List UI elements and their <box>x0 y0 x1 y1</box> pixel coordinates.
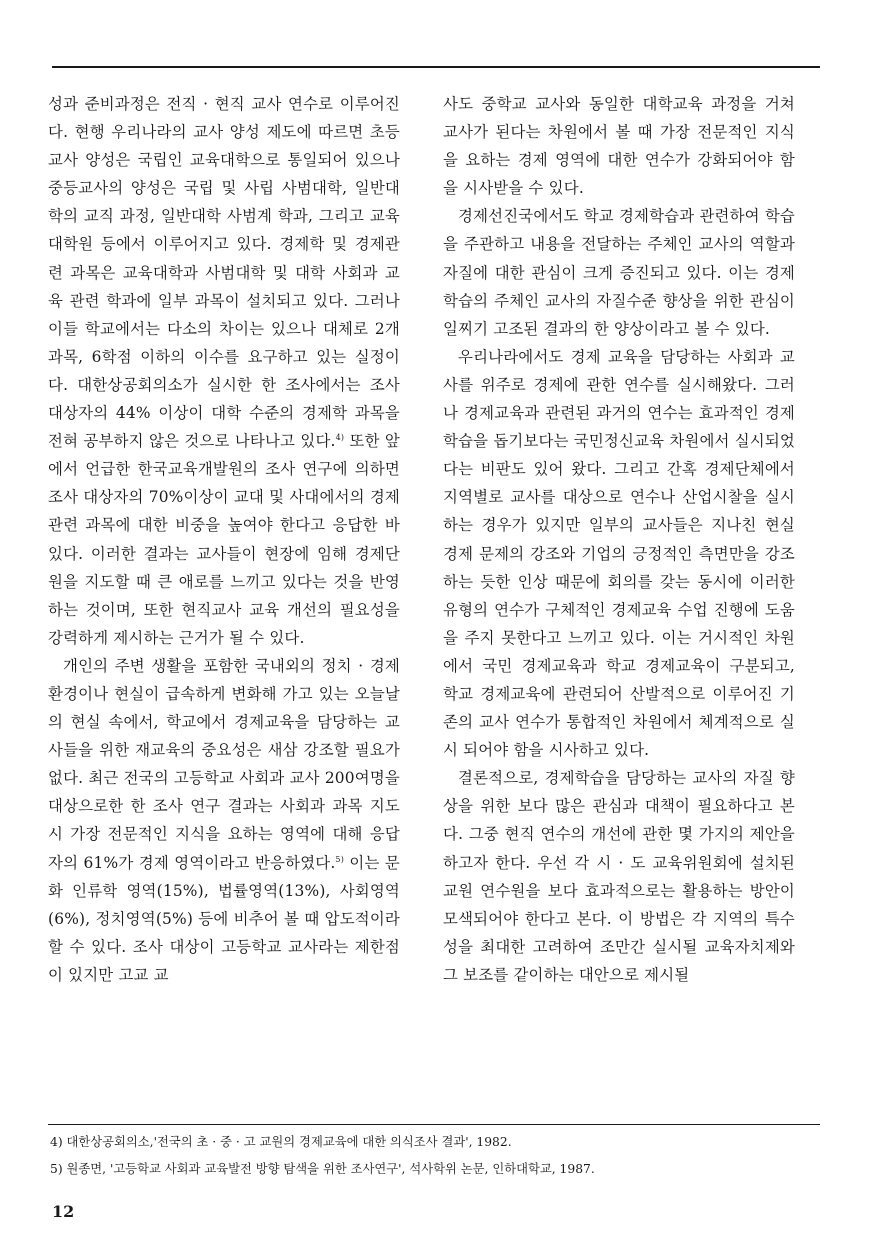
paragraph-text: 또한 앞에서 언급한 한국교육개발원의 조사 연구에 의하면 조사 대상자의 70%이상이 교대 및 사대에서의 경제관련 과목에 대한 비중을 높여야 한다고 응답한 바 있다. 이러한 결과는 교사들이 현장에 임해 경제단원을 지도할 때 큰 애로를 느끼고 있다는 것을 반영하는 것이며, 또한 현직교사 교육 개선의 필요성을 강력하게 제시하는 근거가 될 수 있다. <box>48 432 401 647</box>
paragraph: 우리나라에서도 경제 교육을 담당하는 사회과 교사를 위주로 경제에 관한 연수를 실시해왔다. 그러나 경제교육과 관련된 과거의 연수는 효과적인 경제학습을 돕기보다는 국민정신교육 차원에서 실시되었다는 비판도 있어 왔다. 그리고 간혹 경제단체에서 지역별로 교사를 대상으로 연수나 산업시찰을 실시하는 경우가 있지만 일부의 교사들은 지나친 현실 경제 문제의 강조와 기업의 긍정적인 측면만을 강조하는 듯한 인상 때문에 회의를 갖는 동시에 이러한 유형의 연수가 구체적인 경제교육 수업 진행에 도움을 주지 못한다고 느끼고 있다. 이는 거시적인 차원에서 국민 경제교육과 학교 경제교육이 구분되고, 학교 경제교육에 관련되어 산발적으로 이루어진 기존의 교사 연수가 통합적인 차원에서 체계적으로 실시 되어야 함을 시사하고 있다. <box>443 347 795 760</box>
footnote-5: 5) 원종면, '고등학교 사회과 교육발전 방향 탐색을 위한 조사연구', 석사학위 논문, 인하대학교, 1987. <box>50 1162 595 1176</box>
footnote-rule <box>48 1124 820 1125</box>
page-number: 12 <box>52 1202 75 1221</box>
footnote-ref: 5) <box>335 854 345 864</box>
paragraph <box>48 652 400 989</box>
paragraph-text: 이는 문화 인류학 영역(15%), 법률영역(13%), 사회영역(6%), 정치영역(5%) 등에 비추어 볼 때 압도적이라 할 수 있다. 조사 대상이 고등학교 교사라는 제한점이 있지만 고교 교 <box>48 853 401 984</box>
footnotes <box>50 1129 830 1183</box>
paragraph: 사도 중학교 교사와 동일한 대학교육 과정을 거쳐 교사가 된다는 차원에서 볼 때 가장 전문적인 지식을 요하는 경제 영역에 대한 연수가 강화되어야 함을 시사받을 수 있다. <box>443 95 795 198</box>
paragraph: 경제선진국에서도 학교 경제학습과 관련하여 학습을 주관하고 내용을 전달하는 주체인 교사의 역할과 자질에 대한 관심이 크게 증진되고 있다. 이는 경제학습의 주체인 교사의 자질수준 향상을 위한 관심이 일찌기 고조된 결과의 한 양상이라고 볼 수 있다. <box>443 207 795 338</box>
paragraph-text: 개인의 주변 생활을 포함한 국내외의 정치 · 경제 환경이나 현실이 급속하게 변화해 가고 있는 오늘날의 현실 속에서, 학교에서 경제교육을 담당하는 교사들을 위한 재교육의 중요성은 새삼 강조할 필요가 없다. 최근 전국의 고등학교 사회과 교사 200여명을 대상으로한 한 조사 연구 결과는 사회과 과목 지도시 가장 전문적인 지식을 요하는 영역에 대해 응답자의 61%가 경제 영역이라고 반응하였다. <box>48 656 400 872</box>
footnote-ref: 4) <box>335 433 345 442</box>
paragraph-text: 성과 준비과정은 전직 · 현직 교사 연수로 이루어진다. 현행 우리나라의 교사 양성 제도에 따르면 초등교사 양성은 국립인 교육대학으로 통일되어 있으나 중등교사의 양성은 국립 및 사립 사범대학, 일반대학의 교직 과정, 일반대학 사범계 학과, 그리고 교육대학원 등에서 이루어지고 있다. 경제학 및 경제관련 과목은 교육대학과 사범대학 및 대학 사회과 교육 관련 학과에 일부 과목이 설치되고 있다. 그러나 이들 학교에서는 다소의 차이는 있으나 대체로 2개과목, 6학점 이하의 이수를 요구하고 있는 실정이다. 대한상공회의소가 실시한 한 조사에서는 조사 대상자의 44% 이상이 대학 수준의 경제학 과목을 전혀 공부하지 않은 것으로 나타나고 있다. <box>48 95 400 451</box>
paragraph <box>48 90 400 652</box>
paragraph: 결론적으로, 경제학습을 담당하는 교사의 자질 향상을 위한 보다 많은 관심과 대책이 필요하다고 본다. 그중 현직 연수의 개선에 관한 몇 가지의 제안을 하고자 한다. 우선 각 시 · 도 교육위원회에 설치된 교원 연수원을 보다 효과적으로는 활용하는 방안이 모색되어야 한다고 본다. 이 방법은 각 지역의 특수성을 최대한 고려하여 조만간 실시될 교육자치제와 그 보조를 같이하는 대안으로 제시될 <box>443 769 795 984</box>
right-column <box>443 90 795 989</box>
footnote-4: 4) 대한상공회의소,'전국의 초 · 중 · 고 교원의 경제교육에 대한 의식조사 결과', 1982. <box>50 1135 512 1149</box>
header-rule <box>52 66 820 68</box>
left-column <box>48 90 400 989</box>
